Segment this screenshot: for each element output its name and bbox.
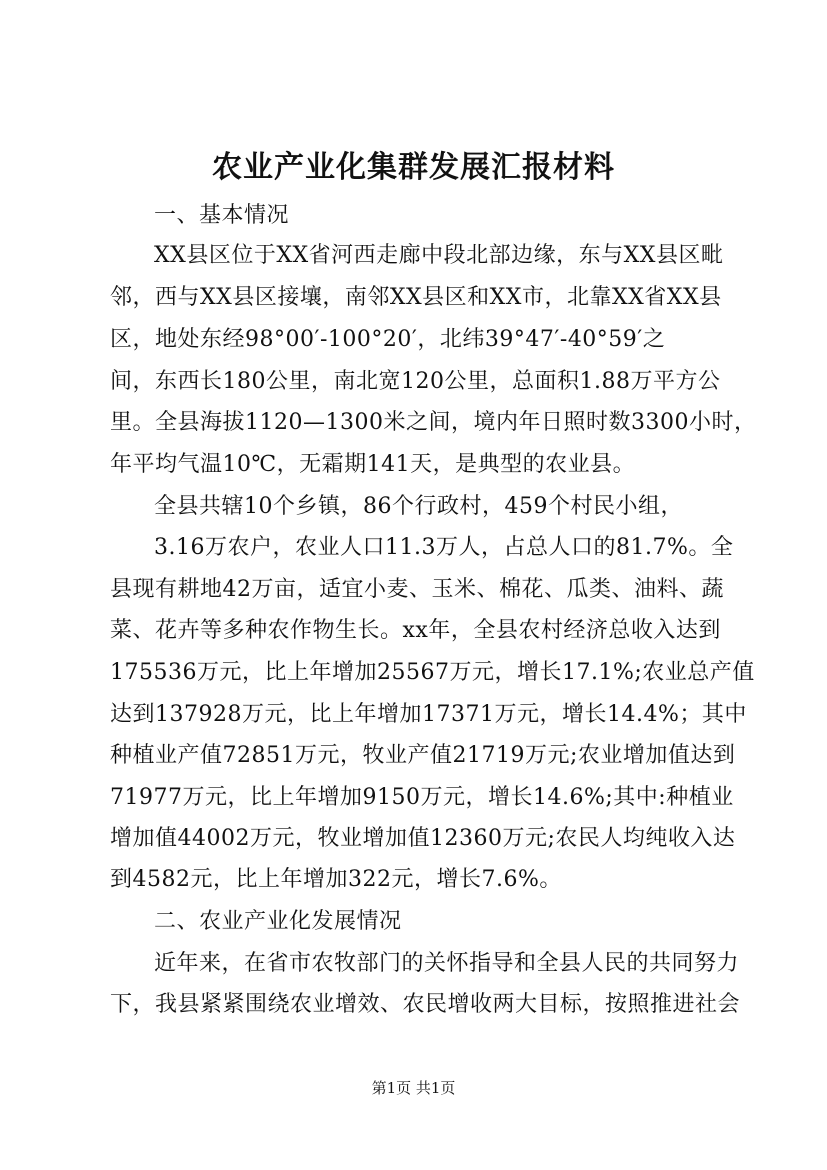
paragraph-line: 里。全县海拔1120—1300米之间，境内年日照时数3300小时，	[110, 410, 757, 435]
paragraph-line: 达到137928万元，比上年增加17371万元，增长14.4%；其中	[110, 702, 747, 727]
paragraph-line: 县现有耕地42万亩，适宜小麦、玉米、棉花、瓜类、油料、蔬	[110, 577, 724, 602]
section-heading-1: 一、基本情况	[154, 203, 290, 228]
page-footer: 第1页 共1页	[371, 1079, 456, 1097]
paragraph-line: 3.16万农户，农业人口11.3万人，占总人口的81.7%。全	[154, 535, 734, 560]
paragraph-line: 年平均气温10℃，无霜期141天，是典型的农业县。	[110, 452, 636, 477]
paragraph-line: 区，地处东经98°00′-100°20′，北纬39°47′-40°59′之	[110, 327, 666, 352]
paragraph-line: 到4582元，比上年增加322元，增长7.6%。	[110, 867, 562, 892]
paragraph-line: XX县区位于XX省河西走廊中段北部边缘，东与XX县区毗	[154, 243, 724, 268]
paragraph-line: 种植业产值72851万元，牧业产值21719万元;农业增加值达到	[110, 743, 736, 768]
paragraph-line: 邻，西与XX县区接壤，南邻XX县区和XX市，北靠XX省XX县	[110, 285, 722, 310]
paragraph-line: 菜、花卉等多种农作物生长。xx年，全县农村经济总收入达到	[110, 618, 721, 643]
paragraph-line: 近年来，在省市农牧部门的关怀指导和全县人民的共同努力	[154, 951, 740, 976]
paragraph-line: 175536万元，比上年增加25567万元，增长17.1%;农业总产值	[110, 660, 755, 685]
paragraph-line: 全县共辖10个乡镇，86个行政村，459个村民小组，	[154, 494, 683, 519]
document-title: 农业产业化集群发展汇报材料	[212, 150, 615, 185]
section-heading-2: 二、农业产业化发展情况	[154, 909, 402, 934]
paragraph-line: 间，东西长180公里，南北宽120公里，总面积1.88万平方公	[110, 369, 721, 394]
paragraph-line: 71977万元，比上年增加9150万元，增长14.6%;其中:种植业	[110, 785, 734, 810]
paragraph-line: 下，我县紧紧围绕农业增效、农民增收两大目标，按照推进社会	[110, 992, 741, 1017]
paragraph-line: 增加值44002万元，牧业增加值12360万元;农民人均纯收入达	[110, 826, 736, 851]
